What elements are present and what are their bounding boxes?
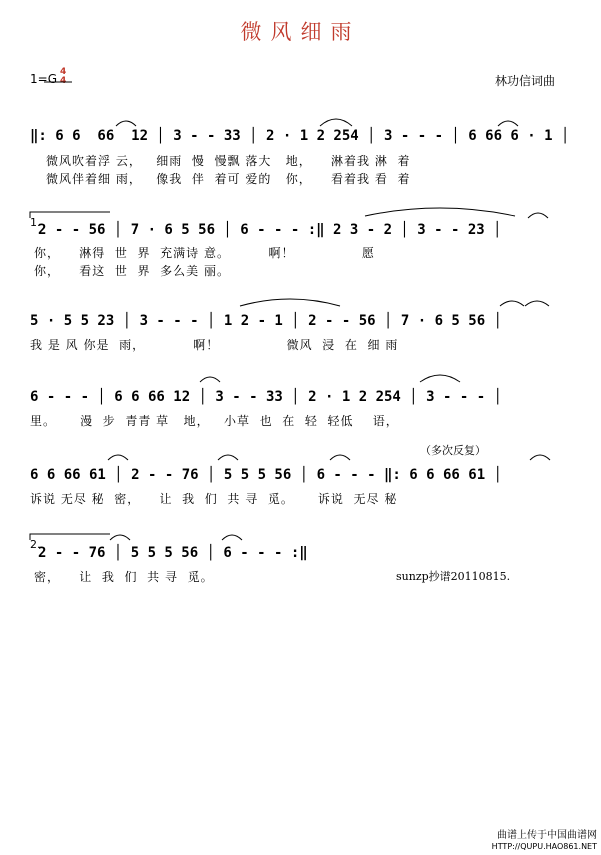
notation-row-2: 2 - - 56 │ 7 · 6 5 56 │ 6 - - - :‖ 2 3 - 2 │ 3 - - 23 │ bbox=[38, 222, 502, 238]
lyrics-row-1-verse-2: 微风伴着细 雨， 像我 伴 着可 爱的 你， 看着我 看 着 bbox=[46, 172, 411, 186]
lyrics-row-6: 密， 让 我 们 共 寻 觅。 bbox=[34, 570, 214, 584]
volta-bracket bbox=[30, 534, 110, 540]
tie-mark bbox=[500, 301, 524, 306]
composer-credit: 林功信词曲 bbox=[494, 74, 555, 88]
tie-mark bbox=[222, 535, 242, 540]
triplet-slur bbox=[320, 119, 352, 126]
tie-mark bbox=[200, 377, 220, 382]
tie-mark bbox=[530, 455, 550, 460]
volta-bracket bbox=[30, 212, 110, 218]
volta-second-ending: 2. bbox=[30, 538, 41, 551]
lyrics-row-5: 诉说 无尽 秘 密， 让 我 们 共 寻 觅。 诉说 无尽 秘 bbox=[30, 492, 398, 506]
volta-first-ending: 1. bbox=[30, 216, 41, 229]
tie-mark bbox=[108, 455, 128, 460]
footer-site-name: 曲谱上传于中国曲谱网 bbox=[497, 830, 597, 841]
transcriber-credit: sunzp抄谱20110815. bbox=[396, 570, 511, 583]
lyrics-row-3: 我 是 风 你是 雨， 啊！ 微风 浸 在 细 雨 bbox=[30, 338, 399, 352]
tie-mark bbox=[528, 213, 548, 218]
lyrics-row-1-verse-1: 微风吹着浮 云， 细雨 慢 慢飘 落大 地， 淋着我 淋 着 bbox=[46, 154, 411, 168]
song-title: 微风细雨 bbox=[240, 20, 361, 44]
notation-row-3: 5 · 5 5 23 │ 3 - - - │ 1 2 - 1 │ 2 - - 56 │ 7 · 6 5 56 │ bbox=[30, 313, 503, 329]
lyrics-row-4: 里。 漫 步 青青 草 地， 小草 也 在 轻 轻低 语， bbox=[30, 414, 399, 428]
tie-mark bbox=[330, 455, 350, 460]
long-slur bbox=[240, 299, 340, 306]
repeat-instruction: （多次反复） bbox=[420, 444, 486, 457]
notation-row-4: 6 - - - │ 6 6 66 12 │ 3 - - 33 │ 2 · 1 2 254 │ 3 - - - │ bbox=[30, 389, 503, 405]
meter-bottom: 4 bbox=[60, 76, 67, 86]
site-footer bbox=[492, 830, 597, 852]
notation-row-5: 6 6 66 61 │ 2 - - 76 │ 5 5 5 56 │ 6 - - - ‖: 6 6 66 61 │ bbox=[30, 467, 503, 483]
notation-row-6: 2 - - 76 │ 5 5 5 56 │ 6 - - - :‖ bbox=[38, 545, 308, 561]
footer-site-url: HTTP://QUPU.HAO861.NET bbox=[491, 842, 597, 851]
triplet-slur bbox=[420, 375, 460, 382]
lyrics-row-2-verse-2: 你， 看这 世 界 多么美 丽。 bbox=[34, 264, 230, 278]
lyrics-row-2-verse-1: 你， 淋得 世 界 充满诗 意。 啊！ 愿 bbox=[34, 246, 375, 260]
tie-mark bbox=[218, 455, 238, 460]
notation-row-1: ‖: 6 6 66 12 │ 3 - - 33 │ 2 · 1 2 254 │ 3 - - - │ 6 66 6 · 1 │ bbox=[30, 128, 570, 144]
meter-top: 4 bbox=[60, 67, 67, 77]
key-signature: 1=G bbox=[30, 72, 57, 86]
tie-mark bbox=[525, 301, 549, 306]
time-signature bbox=[60, 68, 66, 86]
tie-mark bbox=[498, 121, 518, 126]
tie-mark bbox=[116, 121, 136, 126]
tie-mark bbox=[110, 535, 130, 540]
long-slur bbox=[365, 208, 515, 216]
